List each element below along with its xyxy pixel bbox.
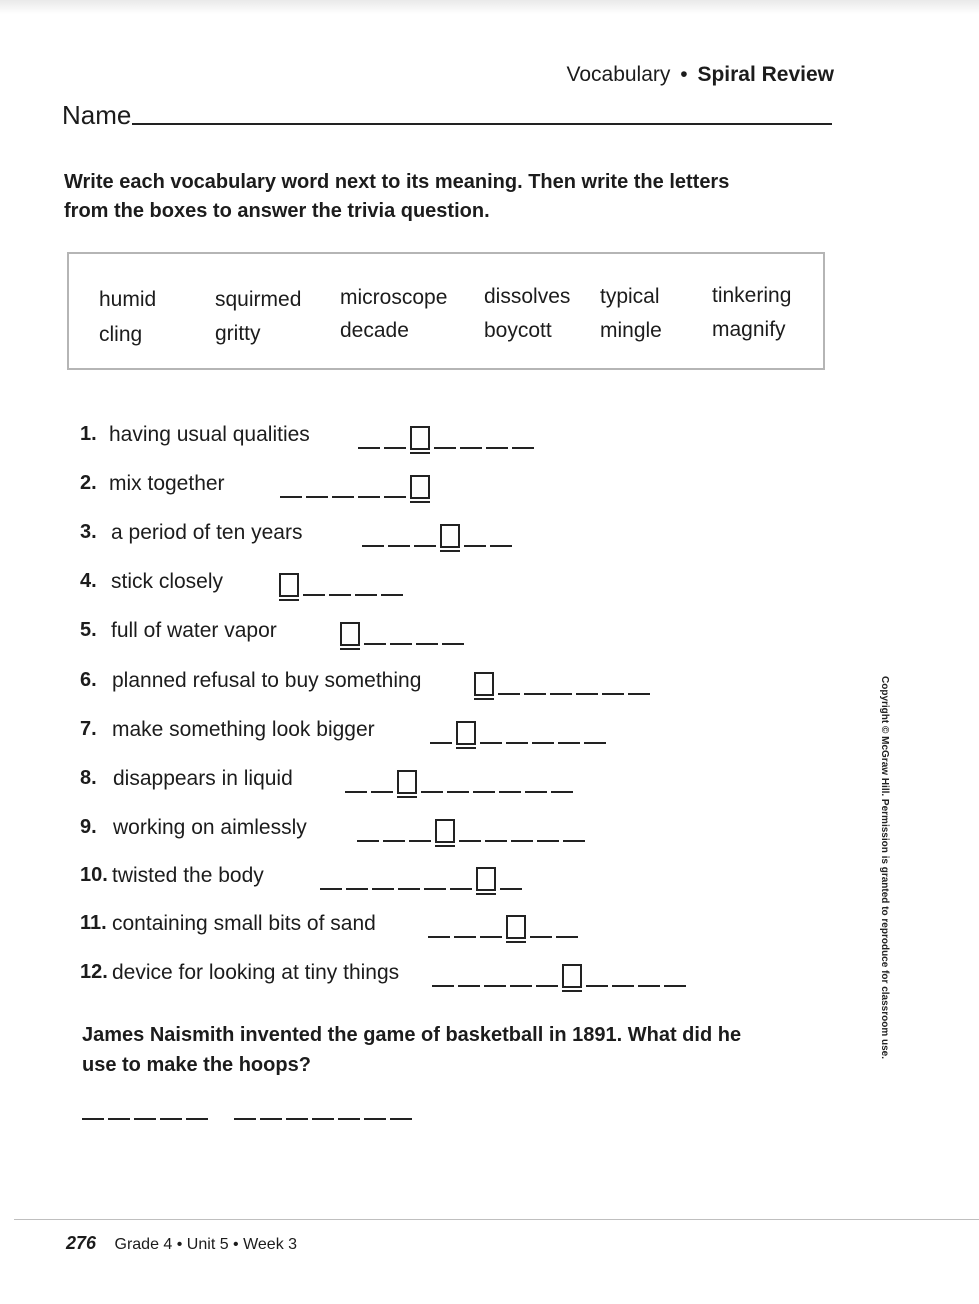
letter-blank[interactable]	[532, 742, 554, 744]
letter-box[interactable]	[506, 915, 526, 939]
question-text: twisted the body	[112, 864, 264, 887]
letter-box[interactable]	[440, 524, 460, 548]
letter-blank[interactable]	[416, 643, 438, 645]
letter-blank[interactable]	[628, 693, 650, 695]
letter-blank[interactable]	[409, 840, 431, 842]
question-number: 11.	[80, 912, 107, 934]
answer-blanks[interactable]	[432, 953, 690, 991]
question-row	[80, 710, 780, 748]
letter-blank[interactable]	[424, 888, 446, 890]
word-bank-item: cling	[99, 323, 143, 346]
letter-box[interactable]	[410, 426, 430, 450]
letter-blank[interactable]	[486, 447, 508, 449]
trivia-question: James Naismith invented the game of basketball in 1891. What did he use to make the hoops?	[82, 1024, 742, 1076]
word-bank	[67, 252, 825, 370]
answer-blanks[interactable]	[279, 562, 407, 600]
letter-blank[interactable]	[498, 693, 520, 695]
letter-blank[interactable]	[303, 594, 325, 596]
answer-blanks[interactable]	[428, 904, 582, 942]
grade-info: Grade 4 • Unit 5 • Week 3	[114, 1236, 298, 1253]
letter-blank[interactable]	[664, 985, 686, 987]
word-bank-item: dissolves	[484, 285, 571, 308]
letter-blank[interactable]	[612, 985, 634, 987]
letter-box[interactable]	[456, 721, 476, 745]
question-row	[80, 661, 780, 699]
word-bank-item: decade	[340, 319, 409, 342]
letter-box[interactable]	[279, 573, 299, 597]
letter-blank[interactable]	[537, 840, 559, 842]
name-label: Name	[62, 100, 132, 130]
instructions: Write each vocabulary word next to its meaning. Then write the letters from the boxes to answer the trivia question.	[64, 171, 730, 222]
letter-blank[interactable]	[524, 693, 546, 695]
question-row	[80, 953, 780, 991]
letter-blank[interactable]	[434, 447, 456, 449]
letter-blank[interactable]	[384, 496, 406, 498]
letter-blank[interactable]	[357, 840, 379, 842]
question-text: disappears in liquid	[113, 767, 293, 790]
question-row	[80, 808, 780, 846]
letter-blank[interactable]	[480, 742, 502, 744]
question-text: stick closely	[111, 570, 224, 593]
letter-blank[interactable]	[464, 545, 486, 547]
answer-blanks[interactable]	[430, 710, 610, 748]
question-text: full of water vapor	[111, 619, 277, 642]
letter-blank[interactable]	[430, 742, 452, 744]
letter-blank[interactable]	[459, 840, 481, 842]
letter-blank[interactable]	[390, 643, 412, 645]
letter-box[interactable]	[474, 672, 494, 696]
letter-box[interactable]	[562, 964, 582, 988]
answer-blanks[interactable]	[340, 611, 468, 649]
letter-blank[interactable]	[450, 888, 472, 890]
letter-blank[interactable]	[454, 936, 476, 938]
letter-blank[interactable]	[506, 742, 528, 744]
letter-blank[interactable]	[460, 447, 482, 449]
header-section: Vocabulary	[566, 63, 671, 86]
question-row	[80, 562, 780, 600]
letter-blank[interactable]	[346, 888, 368, 890]
copyright-notice: Copyright © McGraw Hill. Permission is granted to reproduce for classroom use.	[879, 676, 890, 1060]
letter-blank[interactable]	[638, 985, 660, 987]
answer-blanks[interactable]	[280, 464, 434, 502]
letter-blank[interactable]	[480, 936, 502, 938]
letter-blank[interactable]	[371, 791, 393, 793]
letter-blank[interactable]	[442, 643, 464, 645]
footer-divider	[14, 1219, 979, 1220]
trivia-letter-blank[interactable]	[390, 1118, 412, 1120]
trivia-letter-blank[interactable]	[286, 1118, 308, 1120]
letter-blank[interactable]	[484, 985, 506, 987]
letter-blank[interactable]	[280, 496, 302, 498]
header-subsection: Spiral Review	[697, 63, 834, 86]
letter-blank[interactable]	[563, 840, 585, 842]
letter-blank[interactable]	[473, 791, 495, 793]
question-text: working on aimlessly	[113, 816, 307, 839]
question-text: make something look bigger	[112, 718, 375, 741]
word-bank-item: gritty	[215, 322, 261, 345]
question-number: 10.	[80, 864, 108, 886]
trivia-letter-blank[interactable]	[186, 1118, 208, 1120]
answer-blanks[interactable]	[362, 513, 516, 551]
letter-blank[interactable]	[332, 496, 354, 498]
letter-blank[interactable]	[458, 985, 480, 987]
letter-box[interactable]	[435, 819, 455, 843]
trivia-letter-blank[interactable]	[134, 1118, 156, 1120]
question-text: device for looking at tiny things	[112, 961, 400, 984]
letter-blank[interactable]	[364, 643, 386, 645]
letter-blank[interactable]	[355, 594, 377, 596]
question-number: 4.	[80, 570, 97, 592]
letter-box[interactable]	[410, 475, 430, 499]
question-text: containing small bits of sand	[112, 912, 376, 935]
letter-blank[interactable]	[584, 742, 606, 744]
letter-blank[interactable]	[530, 936, 552, 938]
question-number: 8.	[80, 767, 97, 789]
question-row	[80, 611, 780, 649]
answer-blanks[interactable]	[358, 415, 538, 453]
trivia-letter-blank[interactable]	[160, 1118, 182, 1120]
name-row	[62, 100, 832, 130]
letter-blank[interactable]	[602, 693, 624, 695]
answer-blanks[interactable]	[357, 808, 589, 846]
question-row	[80, 464, 780, 502]
question-number: 5.	[80, 619, 97, 641]
letter-blank[interactable]	[398, 888, 420, 890]
question-number: 3.	[80, 521, 97, 543]
letter-blank[interactable]	[358, 496, 380, 498]
trivia-letter-blank[interactable]	[312, 1118, 334, 1120]
question-row	[80, 856, 780, 894]
question-row	[80, 904, 780, 942]
question-number: 9.	[80, 816, 97, 838]
letter-blank[interactable]	[550, 693, 572, 695]
letter-blank[interactable]	[576, 693, 598, 695]
letter-blank[interactable]	[306, 496, 328, 498]
letter-blank[interactable]	[536, 985, 558, 987]
answer-blanks[interactable]	[320, 856, 526, 894]
letter-blank[interactable]	[345, 791, 367, 793]
letter-blank[interactable]	[586, 985, 608, 987]
word-bank-item: mingle	[600, 319, 662, 342]
letter-blank[interactable]	[510, 985, 532, 987]
word-bank-item: squirmed	[215, 288, 302, 311]
question-number: 2.	[80, 472, 97, 494]
trivia-letter-blank[interactable]	[82, 1118, 104, 1120]
letter-blank[interactable]	[525, 791, 547, 793]
question-number: 12.	[80, 961, 108, 983]
letter-blank[interactable]	[512, 447, 534, 449]
letter-blank[interactable]	[358, 447, 380, 449]
letter-blank[interactable]	[372, 888, 394, 890]
letter-blank[interactable]	[384, 447, 406, 449]
question-text: having usual qualities	[109, 423, 310, 446]
scan-edge	[0, 0, 979, 14]
word-bank-item: microscope	[340, 286, 448, 309]
header-separator: •	[680, 63, 688, 86]
question-row	[80, 759, 780, 797]
question-number: 7.	[80, 718, 97, 740]
letter-blank[interactable]	[421, 791, 443, 793]
page-number: 276	[66, 1233, 97, 1253]
letter-box[interactable]	[397, 770, 417, 794]
answer-blanks[interactable]	[345, 759, 577, 797]
word-bank-item: humid	[99, 288, 157, 311]
letter-blank[interactable]	[432, 985, 454, 987]
question-text: planned refusal to buy something	[112, 669, 422, 692]
name-field[interactable]	[132, 123, 832, 125]
trivia-letter-blank[interactable]	[108, 1118, 130, 1120]
letter-box[interactable]	[340, 622, 360, 646]
letter-blank[interactable]	[551, 791, 573, 793]
question-row	[80, 415, 780, 453]
letter-blank[interactable]	[320, 888, 342, 890]
trivia-letter-blank[interactable]	[338, 1118, 360, 1120]
answer-blanks[interactable]	[474, 661, 654, 699]
page-footer	[66, 1233, 297, 1254]
letter-blank[interactable]	[556, 936, 578, 938]
question-row	[80, 513, 780, 551]
letter-blank[interactable]	[490, 545, 512, 547]
trivia-letter-blank[interactable]	[234, 1118, 256, 1120]
letter-blank[interactable]	[485, 840, 507, 842]
letter-box[interactable]	[476, 867, 496, 891]
letter-blank[interactable]	[381, 594, 403, 596]
word-bank-item: magnify	[712, 318, 786, 341]
trivia-letter-blank[interactable]	[364, 1118, 386, 1120]
trivia-letter-blank[interactable]	[260, 1118, 282, 1120]
letter-blank[interactable]	[447, 791, 469, 793]
question-text: a period of ten years	[111, 521, 303, 544]
letter-blank[interactable]	[362, 545, 384, 547]
letter-blank[interactable]	[329, 594, 351, 596]
word-bank-item: boycott	[484, 319, 552, 342]
question-text: mix together	[109, 472, 225, 495]
letter-blank[interactable]	[414, 545, 436, 547]
question-number: 6.	[80, 669, 97, 691]
question-number: 1.	[80, 423, 97, 445]
letter-blank[interactable]	[558, 742, 580, 744]
word-bank-item: typical	[600, 285, 660, 308]
trivia-answer-blanks[interactable]	[82, 1104, 416, 1124]
letter-blank[interactable]	[428, 936, 450, 938]
letter-blank[interactable]	[511, 840, 533, 842]
letter-blank[interactable]	[499, 791, 521, 793]
letter-blank[interactable]	[500, 888, 522, 890]
page-header	[566, 63, 834, 87]
letter-blank[interactable]	[383, 840, 405, 842]
letter-blank[interactable]	[388, 545, 410, 547]
word-bank-item: tinkering	[712, 284, 792, 307]
